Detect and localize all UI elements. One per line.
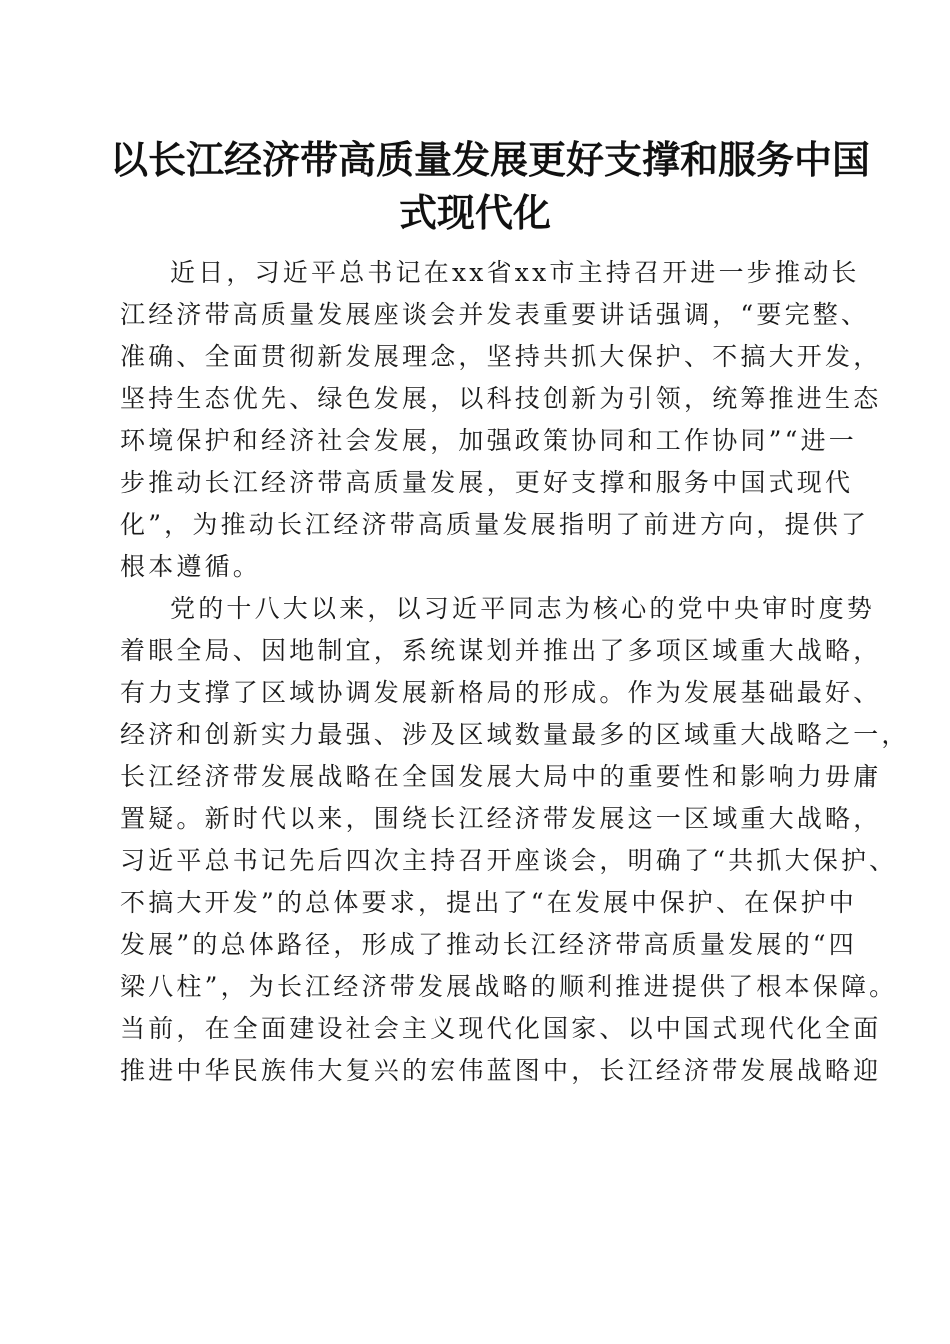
paragraph-line: 步推动长江经济带高质量发展，更好支撑和服务中国式现代 (120, 468, 854, 497)
paragraph-line: 有力支撑了区域协调发展新格局的形成。作为发展基础最好、 (120, 678, 882, 707)
paragraph-line: 长江经济带发展战略在全国发展大局中的重要性和影响力毋庸 (120, 762, 882, 791)
paragraph-line: 置疑。新时代以来，围绕长江经济带发展这一区域重大战略， (120, 804, 882, 833)
paragraph-line: 梁八柱”，为长江经济带发展战略的顺利推进提供了根本保障。 (120, 972, 898, 1001)
paragraph-line: 准确、全面贯彻新发展理念，坚持共抓大保护、不搞大开发， (120, 342, 882, 371)
paragraph-line: 着眼全局、因地制宜，系统谋划并推出了多项区域重大战略， (120, 636, 882, 665)
paragraph-line: 化”，为推动长江经济带高质量发展指明了前进方向，提供了 (120, 510, 870, 539)
paragraph-line: 根本遵循。 (120, 552, 262, 581)
title-line: 式现代化 (398, 190, 551, 235)
paragraph-line: 经济和创新实力最强、涉及区域数量最多的区域重大战略之一， (120, 720, 910, 749)
paragraph-line: 当前，在全面建设社会主义现代化国家、以中国式现代化全面 (120, 1014, 882, 1043)
paragraph-line: 习近平总书记先后四次主持召开座谈会，明确了“共抓大保护、 (120, 846, 898, 875)
paragraph-line: 不搞大开发”的总体要求，提出了“在发展中保护、在保护中 (120, 888, 857, 917)
paragraph-line: 环境保护和经济社会发展，加强政策协同和工作协同”“进一 (120, 426, 857, 455)
document-body (120, 252, 910, 1092)
paragraph-2 (120, 588, 910, 1092)
paragraph-1 (120, 252, 882, 588)
paragraph-line: 发展”的总体路径，形成了推动长江经济带高质量发展的“四 (120, 930, 857, 959)
paragraph-line: 江经济带高质量发展座谈会并发表重要讲话强调，“要完整、 (120, 300, 870, 329)
paragraph-line: 推进中华民族伟大复兴的宏伟蓝图中，长江经济带发展战略迎 (120, 1056, 882, 1085)
paragraph-line: 党的十八大以来，以习近平同志为核心的党中央审时度势 (170, 594, 876, 623)
paragraph-line: 坚持生态优先、绿色发展，以科技创新为引领，统筹推进生态 (120, 384, 882, 413)
title-line: 以长江经济带高质量发展更好支撑和服务中国 (110, 137, 871, 182)
document-title (110, 133, 871, 239)
paragraph-line: 近日，习近平总书记在xx省xx市主持召开进一步推动长 (170, 258, 860, 287)
